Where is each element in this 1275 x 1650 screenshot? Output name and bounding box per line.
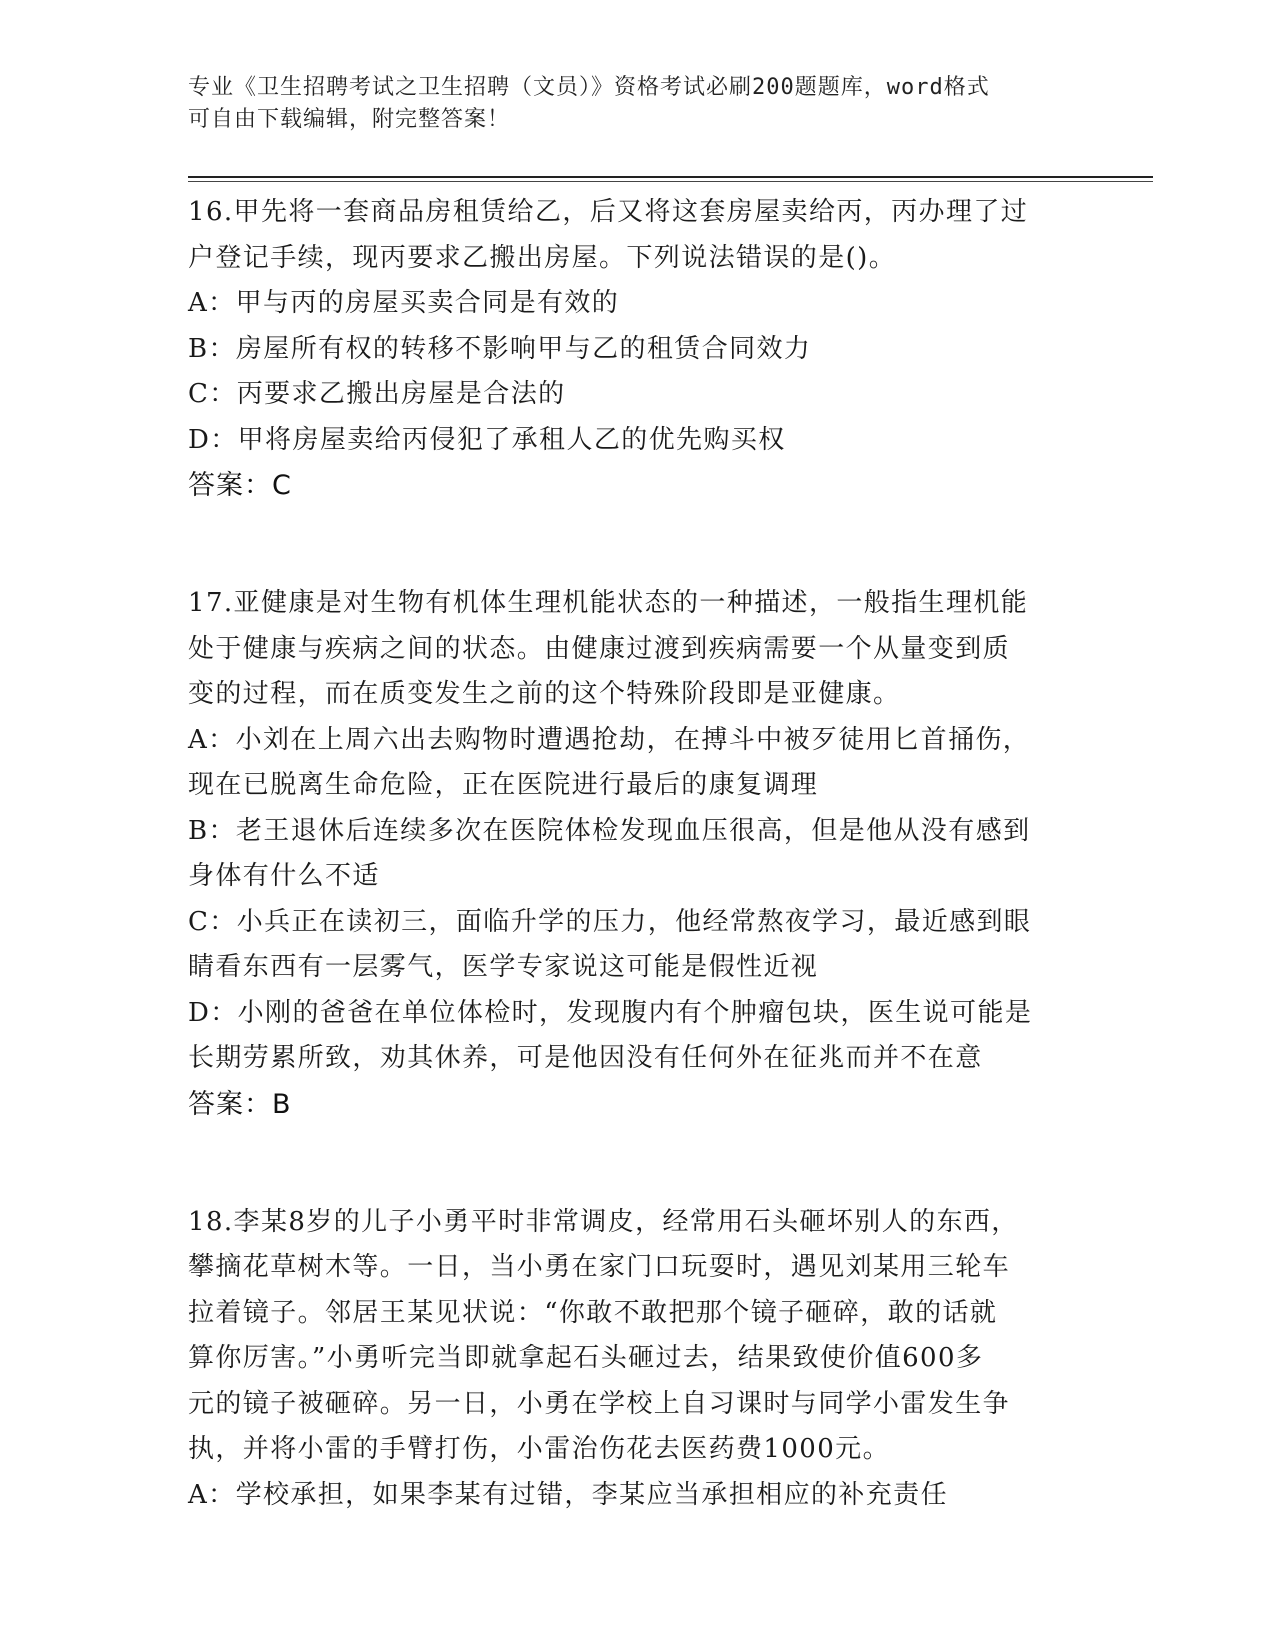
question-list — [188, 190, 1088, 1518]
header-line: 专业《卫生招聘考试之卫生招聘（文员）》资格考试必刷200题题库，word格式 — [188, 75, 990, 100]
question-stem-line: 18.李某8岁的儿子小勇平时非常调皮，经常用石头砸坏别人的东西， — [188, 1206, 1019, 1237]
question-stem-line: 攀摘花草树木等。一日，当小勇在家门口玩耍时，遇见刘某用三轮车 — [188, 1252, 1011, 1282]
option-a-continued: 现在已脱离生命危险，正在医院进行最后的康复调理 — [188, 770, 819, 800]
header-line: 可自由下载编辑，附完整答案！ — [188, 107, 511, 132]
option-c: C：小兵正在读初三，面临升学的压力，他经常熬夜学习，最近感到眼 — [188, 906, 1032, 937]
question-stem-line: 算你厉害。”小勇听完当即就拿起石头砸过去，结果致使价值600多 — [188, 1343, 984, 1373]
header-rule-thick — [188, 176, 1153, 178]
option-c-continued: 睛看东西有一层雾气，医学专家说这可能是假性近视 — [188, 952, 819, 982]
question-18 — [188, 1200, 1088, 1519]
question-16 — [188, 190, 1088, 509]
answer-label: 答案：B — [188, 1088, 292, 1120]
question-stem-line: 17.亚健康是对生物有机体生理机能状态的一种描述，一般指生理机能 — [188, 588, 1029, 618]
question-stem-line: 拉着镜子。邻居王某见状说：“你敢不敢把那个镜子砸碎，敢的话就 — [188, 1297, 998, 1328]
document-header — [188, 72, 1088, 136]
question-stem-line: 元的镜子被砸碎。另一日，小勇在学校上自习课时与同学小雷发生争 — [188, 1388, 1011, 1419]
answer-label: 答案：C — [188, 470, 292, 501]
option-b: B：房屋所有权的转移不影响甲与乙的租赁合同效力 — [188, 333, 812, 364]
question-stem-line: 16.甲先将一套商品房租赁给乙，后又将这套房屋卖给丙，丙办理了过 — [188, 197, 1029, 227]
question-stem-line: 执，并将小雷的手臂打伤，小雷治伤花去医药费1000元。 — [188, 1434, 890, 1464]
option-d: D：甲将房屋卖给丙侵犯了承租人乙的优先购买权 — [188, 424, 786, 455]
option-b: B：老王退休后连续多次在医院体检发现血压很高，但是他从没有感到 — [188, 815, 1031, 846]
option-c: C：丙要求乙搬出房屋是合法的 — [188, 379, 566, 409]
question-stem-line: 处于健康与疾病之间的状态。由健康过渡到疾病需要一个从量变到质 — [188, 633, 1011, 664]
option-b-continued: 身体有什么不适 — [188, 861, 380, 891]
option-d-continued: 长期劳累所致，劝其休养，可是他因没有任何外在征兆而并不在意 — [188, 1043, 983, 1073]
question-stem-line: 户登记手续，现丙要求乙搬出房屋。下列说法错误的是()。 — [188, 242, 897, 273]
question-stem-line: 变的过程，而在质变发生之前的这个特殊阶段即是亚健康。 — [188, 679, 901, 709]
question-17 — [188, 581, 1088, 1128]
header-rule-thin — [188, 181, 1153, 182]
option-a: A：甲与丙的房屋买卖合同是有效的 — [188, 288, 620, 318]
option-a: A：小刘在上周六出去购物时遭遇抢劫，在搏斗中被歹徒用匕首捅伤， — [188, 724, 1031, 755]
option-d: D：小刚的爸爸在单位体检时，发现腹内有个肿瘤包块，医生说可能是 — [188, 997, 1033, 1028]
option-a: A：学校承担，如果李某有过错，李某应当承担相应的补充责任 — [188, 1479, 948, 1510]
